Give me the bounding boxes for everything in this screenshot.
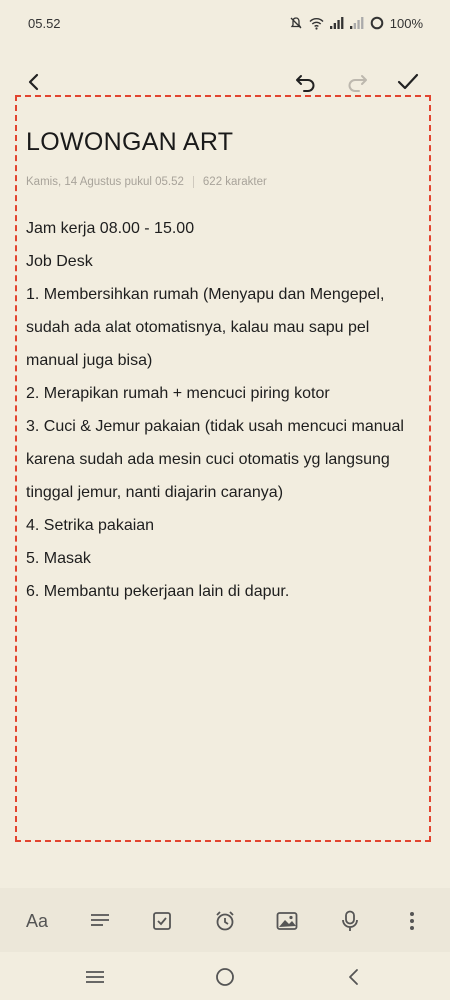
paragraph-button[interactable]: [83, 904, 117, 938]
note-meta: [26, 176, 267, 188]
note-line: sudah ada alat otomatisnya, kalau mau sapu pel: [26, 319, 370, 336]
paragraph-align-icon: [90, 912, 110, 930]
text-style-icon: Aa: [25, 910, 49, 931]
note-line: 5. Masak: [26, 550, 91, 567]
image-icon: [276, 911, 298, 931]
back-icon: [346, 968, 360, 986]
signal-icon: [330, 17, 344, 29]
status-time: 05.52: [28, 16, 61, 31]
status-bar: [0, 0, 450, 46]
note-line: 3. Cuci & Jemur pakaian (tidak usah mencuci manual: [26, 418, 404, 435]
undo-icon: [295, 72, 317, 92]
checkbox-icon: [152, 911, 172, 931]
note-date: Kamis, 14 Agustus pukul 05.52: [26, 176, 184, 188]
status-icons: [289, 14, 423, 32]
back-arrow-icon: [24, 72, 44, 92]
insert-image-button[interactable]: [270, 904, 304, 938]
battery-icon: [370, 16, 384, 30]
note-line: tinggal jemur, nanti diajarin caranya): [26, 484, 284, 501]
redo-button[interactable]: [341, 66, 373, 98]
note-body[interactable]: [26, 212, 431, 608]
more-options-icon: [409, 911, 415, 931]
system-back-button[interactable]: [336, 960, 370, 994]
note-line: manual juga bisa): [26, 352, 153, 369]
note-char-count: 622 karakter: [202, 176, 267, 188]
checklist-button[interactable]: [145, 904, 179, 938]
save-button[interactable]: [392, 66, 424, 98]
check-icon: [397, 72, 419, 92]
note-line: 6. Membantu pekerjaan lain di dapur.: [26, 583, 290, 600]
battery-percent: 100%: [389, 15, 423, 31]
note-line: Jam kerja 08.00 - 15.00: [26, 220, 195, 237]
meta-divider: [193, 176, 194, 188]
format-toolbar: [0, 888, 450, 952]
text-style-button[interactable]: [20, 904, 54, 938]
redo-icon: [346, 72, 368, 92]
note-line: 1. Membersihkan rumah (Menyapu dan Mengepel,: [26, 286, 385, 303]
note-line: 2. Merapikan rumah + mencuci piring kotor: [26, 385, 330, 402]
back-button[interactable]: [18, 66, 50, 98]
reminder-button[interactable]: [208, 904, 242, 938]
microphone-icon: [341, 910, 359, 932]
note-title[interactable]: LOWONGAN ART: [26, 128, 234, 156]
mute-icon: [289, 16, 303, 30]
note-line: 4. Setrika pakaian: [26, 517, 155, 534]
signal-weak-icon: [350, 17, 364, 29]
home-icon: [215, 967, 235, 987]
recent-apps-icon: [85, 969, 105, 985]
reminder-alarm-icon: [214, 910, 236, 932]
recent-apps-button[interactable]: [78, 960, 112, 994]
note-line: Job Desk: [26, 253, 93, 270]
home-button[interactable]: [208, 960, 242, 994]
note-line: karena sudah ada mesin cuci otomatis yg langsung: [26, 451, 390, 468]
system-nav-bar: [0, 952, 450, 1000]
more-options-button[interactable]: [395, 904, 429, 938]
wifi-icon: [309, 17, 324, 30]
voice-input-button[interactable]: [333, 904, 367, 938]
undo-button[interactable]: [290, 66, 322, 98]
